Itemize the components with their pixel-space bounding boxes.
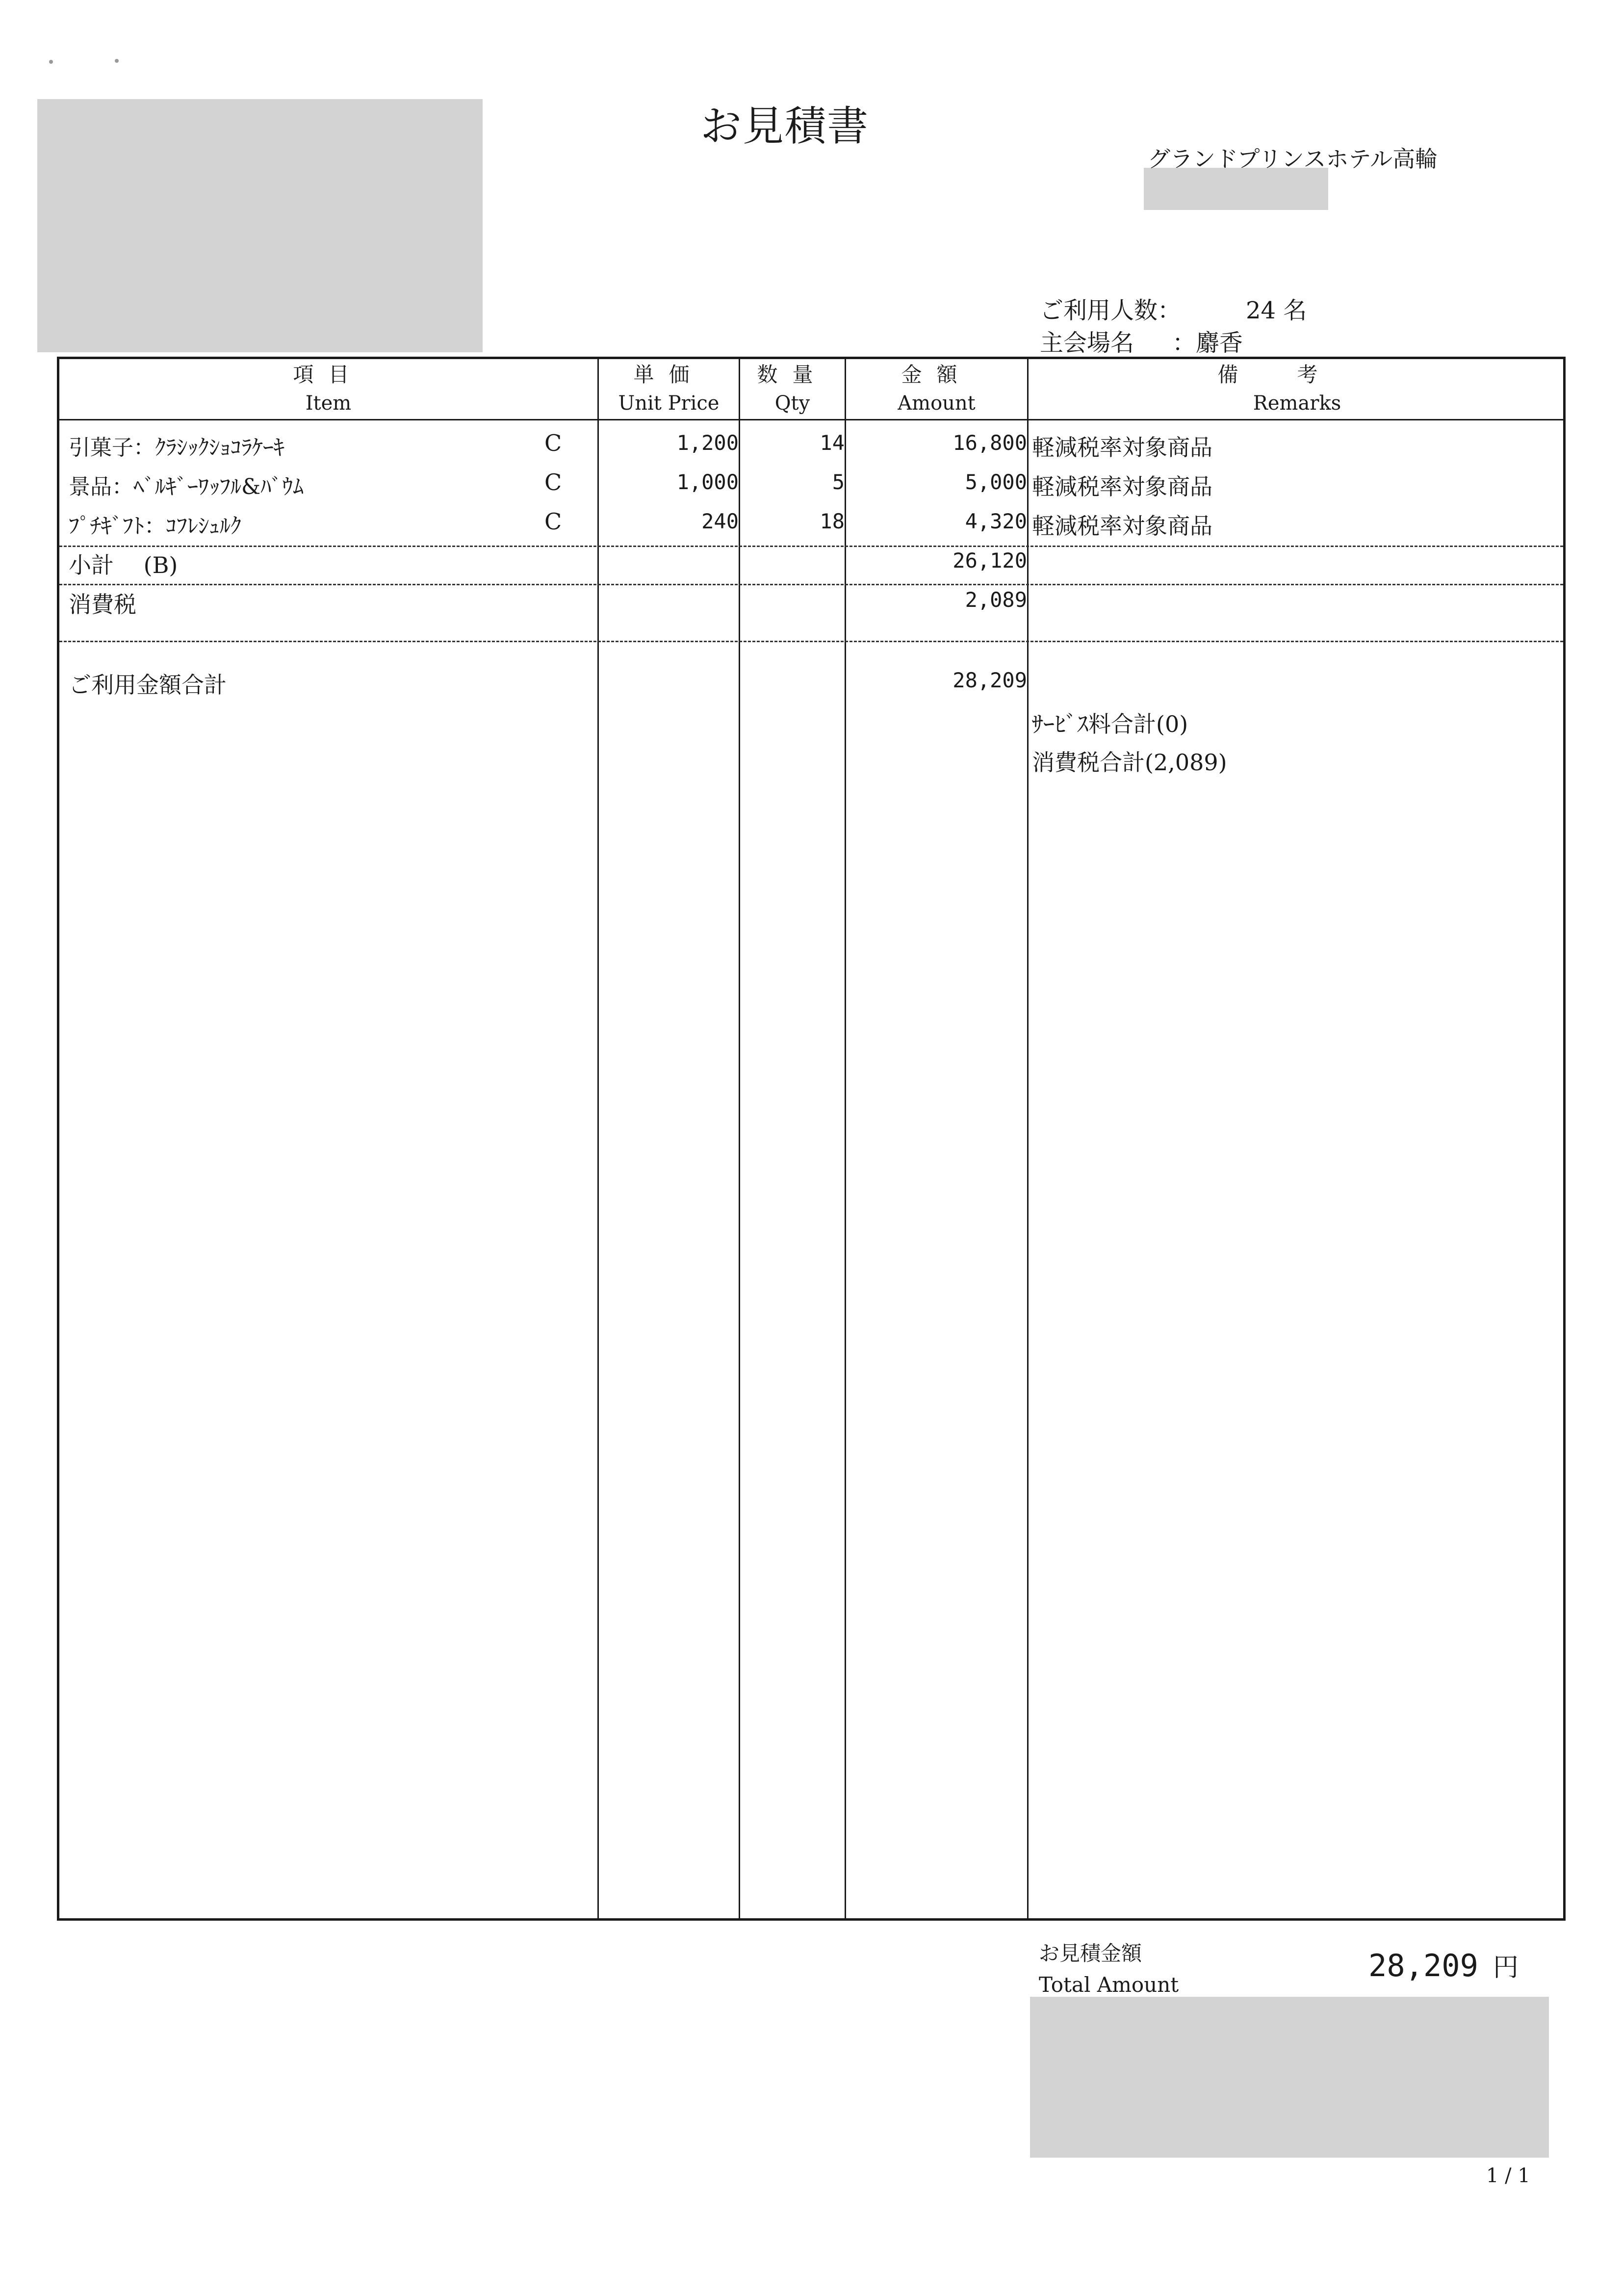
table-row-remarks: 軽減税率対象商品 [1032,473,1212,500]
table-row-unit-price: 240 [701,509,739,533]
guest-info [1040,294,1307,359]
grand-total-amount: 28,209 [953,668,1027,692]
header-qty-en: Qty [774,392,810,415]
header-remarks [1029,361,1566,417]
venue-line [1040,327,1307,359]
venue-label: 主会場名 [1040,329,1134,357]
header-amount [846,361,1027,417]
tax-amount: 2,089 [965,588,1027,612]
table-row-remarks: 軽減税率対象商品 [1032,513,1212,539]
table-row-code: C [544,508,562,535]
column-divider [739,357,740,1921]
document-title: お見積書 [700,102,869,150]
subtotal-amount: 26,120 [953,548,1027,573]
redacted-address-block [37,99,483,352]
table-row-code: C [544,469,562,496]
redacted-footer-block [1030,1997,1549,2158]
header-item [59,361,597,417]
header-rule [57,419,1566,420]
guest-count-label: ご利用人数： [1040,297,1182,324]
tax-rule [59,584,1563,585]
header-qty [740,361,845,417]
header-remarks-jp: 備考 [1217,363,1377,387]
guest-count-value: 24 名 [1246,297,1307,324]
table-row-qty: 14 [820,431,845,455]
table-row-item: 引菓子：ｸﾗｼｯｸｼｮｺﾗｹｰｷ [69,435,284,460]
tax-total-note: 消費税合計(2,089) [1032,749,1227,776]
grand-total-label: ご利用金額合計 [69,672,227,698]
table-row-qty: 18 [820,509,845,533]
total-amount-label-en: Total Amount [1039,1973,1179,1997]
header-amount-jp: 金額 [901,363,972,387]
table-row-amount: 16,800 [953,431,1027,455]
header-amount-en: Amount [898,392,976,415]
header-remarks-en: Remarks [1253,392,1341,415]
hotel-name: グランドプリンスホテル高輪 [1148,146,1438,172]
table-row-amount: 4,320 [965,509,1027,533]
header-unit-price-jp: 単価 [633,363,704,387]
scan-speck [49,60,53,64]
page-number: 1 / 1 [1486,2165,1530,2187]
subtotal-rule [59,546,1563,547]
redacted-contact-block [1144,168,1328,210]
table-row-item: ﾌﾟﾁｷﾞﾌﾄ：ｺﾌﾚｼｭﾙｸ [69,514,241,539]
table-row-amount: 5,000 [965,470,1027,494]
table-row-code: C [544,430,562,456]
tax-label: 消費税 [69,591,136,618]
total-amount-value: 28,209 [1368,1948,1478,1983]
service-charge-note: ｻｰﾋﾞｽ料合計(0) [1032,711,1188,737]
total-amount-label [1039,1938,1179,2001]
total-amount-label-jp: お見積金額 [1039,1941,1142,1965]
table-row-item: 景品：ﾍﾞﾙｷﾞｰﾜｯﾌﾙ&ﾊﾞｳﾑ [69,474,304,499]
total-amount-currency: 円 [1493,1953,1519,1983]
header-item-en: Item [305,392,352,415]
column-divider [1027,357,1029,1921]
table-row-unit-price: 1,200 [676,431,739,455]
header-item-jp: 項目 [293,363,364,387]
venue-value: ：麝香 [1172,329,1243,357]
scan-speck [115,59,119,63]
table-row-remarks: 軽減税率対象商品 [1032,434,1212,461]
column-divider [597,357,599,1921]
total-amount [1368,1947,1519,1983]
estimate-table [57,357,1566,1921]
grand-rule [59,641,1563,642]
header-unit-price-en: Unit Price [618,392,720,415]
subtotal-label: 小計 (B) [69,552,178,578]
header-unit-price [599,361,739,417]
header-qty-jp: 数量 [757,363,828,387]
table-row-qty: 5 [832,470,845,494]
guest-count-line [1040,294,1307,327]
table-row-unit-price: 1,000 [676,470,739,494]
